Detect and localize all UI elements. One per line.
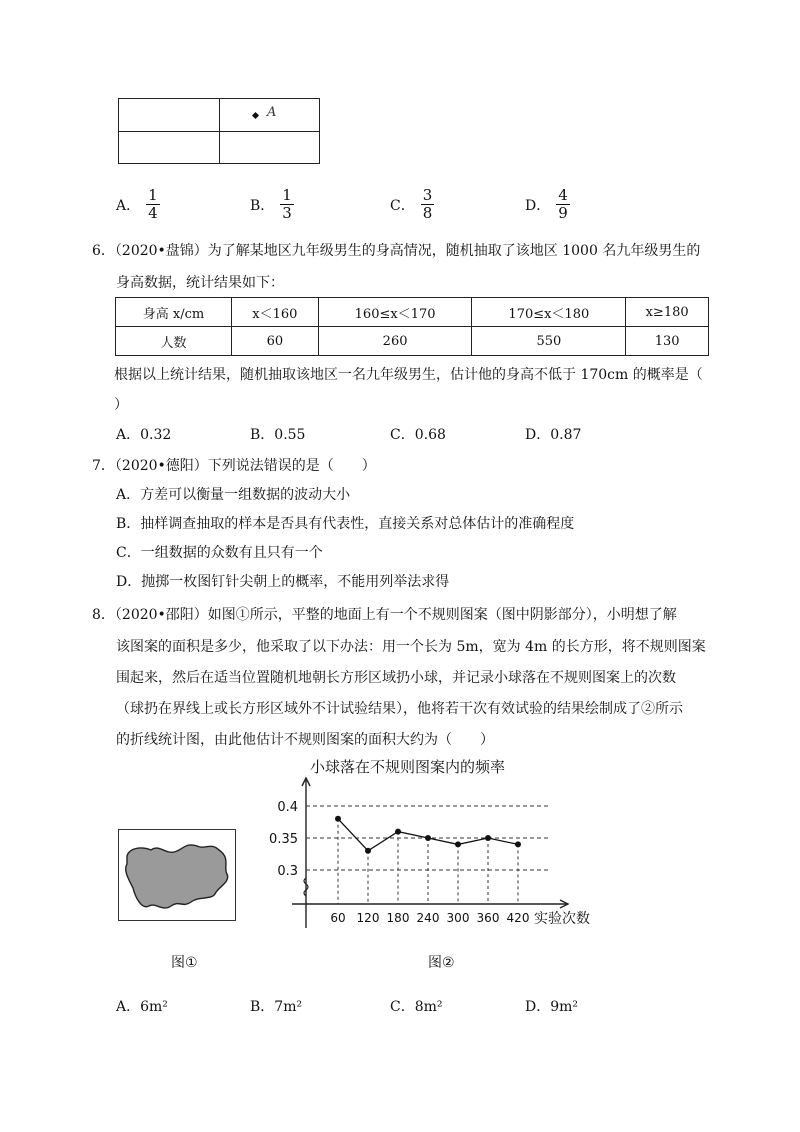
- x-axis-label: 实验次数: [534, 911, 590, 927]
- q7-option-c: C．一组数据的众数有且只有一个: [116, 545, 323, 561]
- fraction: $\frac{4}{9}$: [558, 186, 568, 222]
- x-tick-label: 240: [416, 911, 440, 925]
- q6-stem-line2: 身高数据，统计结果如下：: [116, 275, 284, 291]
- q5-option-d: [525, 187, 570, 222]
- irregular-shaded-region: [126, 845, 228, 908]
- q7-option-b: B．抽样调查抽取的样本是否具有代表性，直接关系对总体估计的准确程度: [116, 516, 575, 532]
- table-cell: 170≤x＜180: [472, 298, 626, 327]
- point-a-label: A: [267, 105, 277, 120]
- data-point: [515, 841, 521, 847]
- option-label: C．: [390, 197, 415, 214]
- q6-option-a: A．0.32: [116, 427, 172, 443]
- option-label: B．: [250, 197, 275, 214]
- table-cell: x≥180: [626, 298, 709, 327]
- q5-option-c: [390, 187, 434, 222]
- data-point: [335, 816, 341, 822]
- q7-option-a: A．方差可以衡量一组数据的波动大小: [116, 487, 351, 503]
- x-tick-label: 120: [356, 911, 380, 925]
- table-cell: 260: [318, 327, 472, 356]
- table-header-row: [116, 298, 709, 327]
- q6-stem-line4: ）: [114, 397, 128, 413]
- fraction: $\frac{1}{4}$: [148, 186, 158, 222]
- x-tick-label: 180: [386, 911, 410, 925]
- data-point: [365, 848, 371, 854]
- y-tick-label: 0.4: [277, 800, 298, 815]
- q8-stem-line3: 围起来，然后在适当位置随机地朝长方形区域扔小球，并记录小球落在不规则图案上的次数: [116, 670, 676, 686]
- y-tick-label: 0.3: [277, 864, 298, 879]
- table-row: [116, 327, 709, 356]
- figure-1-rectangle: [118, 829, 236, 921]
- option-label: A．: [116, 197, 141, 214]
- table-cell: 550: [472, 327, 626, 356]
- table-cell: 160≤x＜170: [318, 298, 472, 327]
- fraction: $\frac{1}{3}$: [282, 186, 292, 222]
- irregular-shape-figure: [119, 830, 234, 919]
- data-point: [485, 835, 491, 841]
- table-cell: 人数: [116, 327, 232, 356]
- q7-option-d: D．抛掷一枚图钉针尖朝上的概率，不能用列举法求得: [116, 574, 450, 590]
- q8-option-c: C．8m²: [390, 999, 443, 1015]
- x-tick-label: 60: [330, 911, 346, 925]
- option-label: D．: [525, 197, 551, 214]
- point-a-marker: [252, 112, 259, 119]
- x-tick-label: 360: [476, 911, 500, 925]
- q6-option-b: B．0.55: [250, 427, 306, 443]
- q8-option-a: A．6m²: [116, 999, 168, 1015]
- data-point: [425, 835, 431, 841]
- q7-stem: 7．（2020•德阳）下列说法错误的是（ ）: [92, 458, 376, 474]
- frequency-line-chart: [268, 752, 608, 942]
- data-point: [455, 841, 461, 847]
- chart-title: 小球落在不规则图案内的频率: [310, 758, 506, 776]
- q5-option-b: [250, 187, 294, 222]
- q6-stem-line3: 根据以上统计结果，随机抽取该地区一名九年级男生，估计他的身高不低于 170cm 的概率是（: [114, 367, 703, 383]
- figure-1-caption: 图①: [171, 955, 198, 971]
- x-tick-label: 420: [506, 911, 530, 925]
- table-cell: 130: [626, 327, 709, 356]
- q5-grid: [118, 98, 320, 164]
- q8-stem-line2: 该图案的面积是多少，他采取了以下办法：用一个长为 5m，宽为 4m 的长方形，将不规则图案: [116, 639, 706, 655]
- q8-stem-line1: 8．（2020•邵阳）如图①所示，平整的地面上有一个不规则图案（图中阴影部分），小明想了解: [92, 607, 677, 623]
- table-cell: x＜160: [232, 298, 319, 327]
- q6-option-c: C．0.68: [390, 427, 446, 443]
- q6-option-d: D．0.87: [525, 427, 582, 443]
- data-point: [395, 829, 401, 835]
- grid-divider-horizontal: [119, 131, 319, 132]
- q8-option-d: D．9m²: [525, 999, 579, 1015]
- x-tick-label: 300: [446, 911, 470, 925]
- figure-2-caption: 图②: [428, 955, 455, 971]
- q6-stem-line1: 6．（2020•盘锦）为了解某地区九年级男生的身高情况，随机抽取了该地区 1000 名九年级男生的: [92, 243, 701, 259]
- table-cell: 身高 x/cm: [116, 298, 232, 327]
- q8-option-b: B．7m²: [250, 999, 303, 1015]
- y-tick-label: 0.35: [269, 832, 298, 847]
- q5-option-a: [116, 187, 160, 222]
- q6-height-table: [115, 297, 709, 356]
- table-cell: 60: [232, 327, 319, 356]
- fraction: $\frac{3}{8}$: [422, 186, 433, 222]
- q8-stem-line4: （球扔在界线上或长方形区域外不计试验结果），他将若干次有效试验的结果绘制成了②所示: [116, 701, 683, 717]
- q8-stem-line5: 的折线统计图，由此他估计不规则图案的面积大约为（ ）: [116, 732, 494, 748]
